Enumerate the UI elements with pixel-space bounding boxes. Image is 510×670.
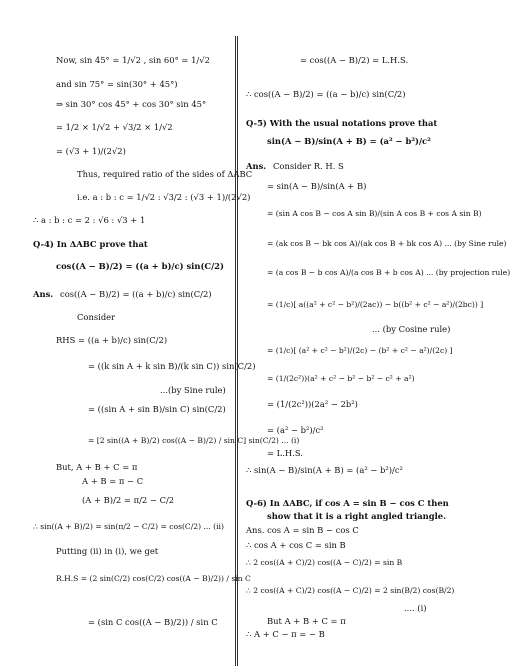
q4-line-7: = [2 sin((A + B)/2) cos((A − B)/2) / sin C] sin(C/2) ... (i): [88, 436, 300, 445]
q4-line-5: ...(by Sine rule): [160, 385, 226, 395]
q5-ans-label: Ans.: [246, 161, 267, 171]
q5-line-8: = (1/c)[ (a² + c² − b²)/(2c) − (b² + c² − a²)/(2c) ]: [267, 346, 453, 355]
q6-title: Q-6) In ΔABC, if cos A = sin B − cos C then: [246, 498, 449, 508]
q6-line-1: Ans. cos A = sin B − cos C: [246, 525, 359, 535]
q4-line-8: But, A + B + C = π: [56, 462, 138, 472]
q4-equation: cos((A − B)/2) = ((a + b)/c) sin(C/2): [56, 261, 224, 271]
left-line-2: and sin 75° = sin(30° + 45°): [56, 79, 178, 89]
left-line-1: Now, sin 45° = 1/√2 , sin 60° = 1/√2: [56, 55, 210, 65]
q4-line-1: cos((A − B)/2) = ((a + b)/c) sin(C/2): [60, 289, 212, 299]
q5-line-2: = sin(A − B)/sin(A + B): [267, 181, 367, 191]
q5-line-3: = (sin A cos B − cos A sin B)/(sin A cos B + cos A sin B): [267, 209, 482, 218]
q5-line-4: = (ak cos B − bk cos A)/(ak cos B + bk cos A) ... (by Sine rule): [267, 239, 507, 248]
q4-ans-label: Ans.: [33, 289, 54, 299]
q4-line-2: Consider: [77, 312, 116, 322]
right-line-1: = cos((A − B)/2) = L.H.S.: [300, 55, 409, 65]
q6-line-6: But A + B + C = π: [267, 616, 346, 626]
q6-line-7: ∴ A + C − π = − B: [246, 629, 325, 639]
q6-line-2: ∴ cos A + cos C = sin B: [246, 540, 346, 550]
q4-line-6: = ((sin A + sin B)/sin C) sin(C/2): [88, 404, 226, 414]
left-line-3: ⇒ sin 30° cos 45° + cos 30° sin 45°: [56, 99, 207, 109]
q4-line-3: RHS = ((a + b)/c) sin(C/2): [56, 335, 168, 345]
q4-line-14: = (sin C cos((A − B)/2)) / sin C: [88, 617, 218, 627]
q5-line-10: = (1/(2c²))(2a² − 2b²): [267, 399, 358, 409]
q5-title: Q-5) With the usual notations prove that: [246, 118, 438, 128]
q5-equation: sin(A − B)/sin(A + B) = (a² − b²)/c²: [267, 136, 431, 146]
q4-line-11: ∴ sin((A + B)/2) = sin(π/2 − C/2) = cos(C/2) ... (ii): [33, 522, 224, 531]
q6-line-4: ∴ 2 cos((A + C)/2) cos((A − C)/2) = 2 sin(B/2) cos(B/2): [246, 586, 455, 595]
right-line-2: ∴ cos((A − B)/2) = ((a − b)/c) sin(C/2): [246, 89, 406, 99]
q4-line-13: R.H.S = (2 sin(C/2) cos(C/2) cos((A − B)/2)) / sin C: [56, 574, 251, 583]
q6-line-3: ∴ 2 cos((A + C)/2) cos((A − C)/2) = sin B: [246, 558, 403, 567]
column-divider: [235, 36, 238, 666]
q5-line-1: Consider R. H. S: [273, 161, 344, 171]
q4-line-4: = ((k sin A + k sin B)/(k sin C)) sin(C/2): [88, 361, 256, 371]
left-line-8: ∴ a : b : c = 2 : √6 : √3 + 1: [33, 215, 146, 225]
left-line-6: Thus, required ratio of the sides of ΔABC: [77, 169, 253, 179]
q5-line-11: = (a² − b²)/c²: [267, 425, 324, 435]
q6-title-2: show that it is a right angled triangle.: [267, 511, 447, 521]
q5-line-6: = (1/c)[ a((a² + c² − b²)/(2ac)) − b((b² + c² − a²)/(2bc)) ]: [267, 300, 484, 309]
left-line-7: i.e. a : b : c = 1/√2 : √3/2 : (√3 + 1)/(2√2): [77, 192, 251, 202]
left-line-4: = 1/2 × 1/√2 + √3/2 × 1/√2: [56, 122, 173, 132]
q5-line-5: = (a cos B − b cos A)/(a cos B + b cos A) ... (by projection rule): [267, 268, 510, 277]
left-line-5: = (√3 + 1)/(2√2): [56, 146, 126, 156]
q4-line-10: (A + B)/2 = π/2 − C/2: [82, 495, 175, 505]
q4-title: Q-4) In ΔABC prove that: [33, 239, 148, 249]
q5-line-9: = (1/(2c²))(a² + c² − b² − b² − c² + a²): [267, 374, 415, 383]
q6-line-5: .... (i): [404, 603, 427, 613]
q5-line-13: ∴ sin(A − B)/sin(A + B) = (a² − b²)/c²: [246, 465, 403, 475]
q5-line-7: ... (by Cosine rule): [372, 324, 451, 334]
q4-line-12: Putting (ii) in (i), we get: [56, 546, 159, 556]
q5-line-12: = L.H.S.: [267, 448, 303, 458]
q4-line-9: A + B = π − C: [82, 476, 144, 486]
